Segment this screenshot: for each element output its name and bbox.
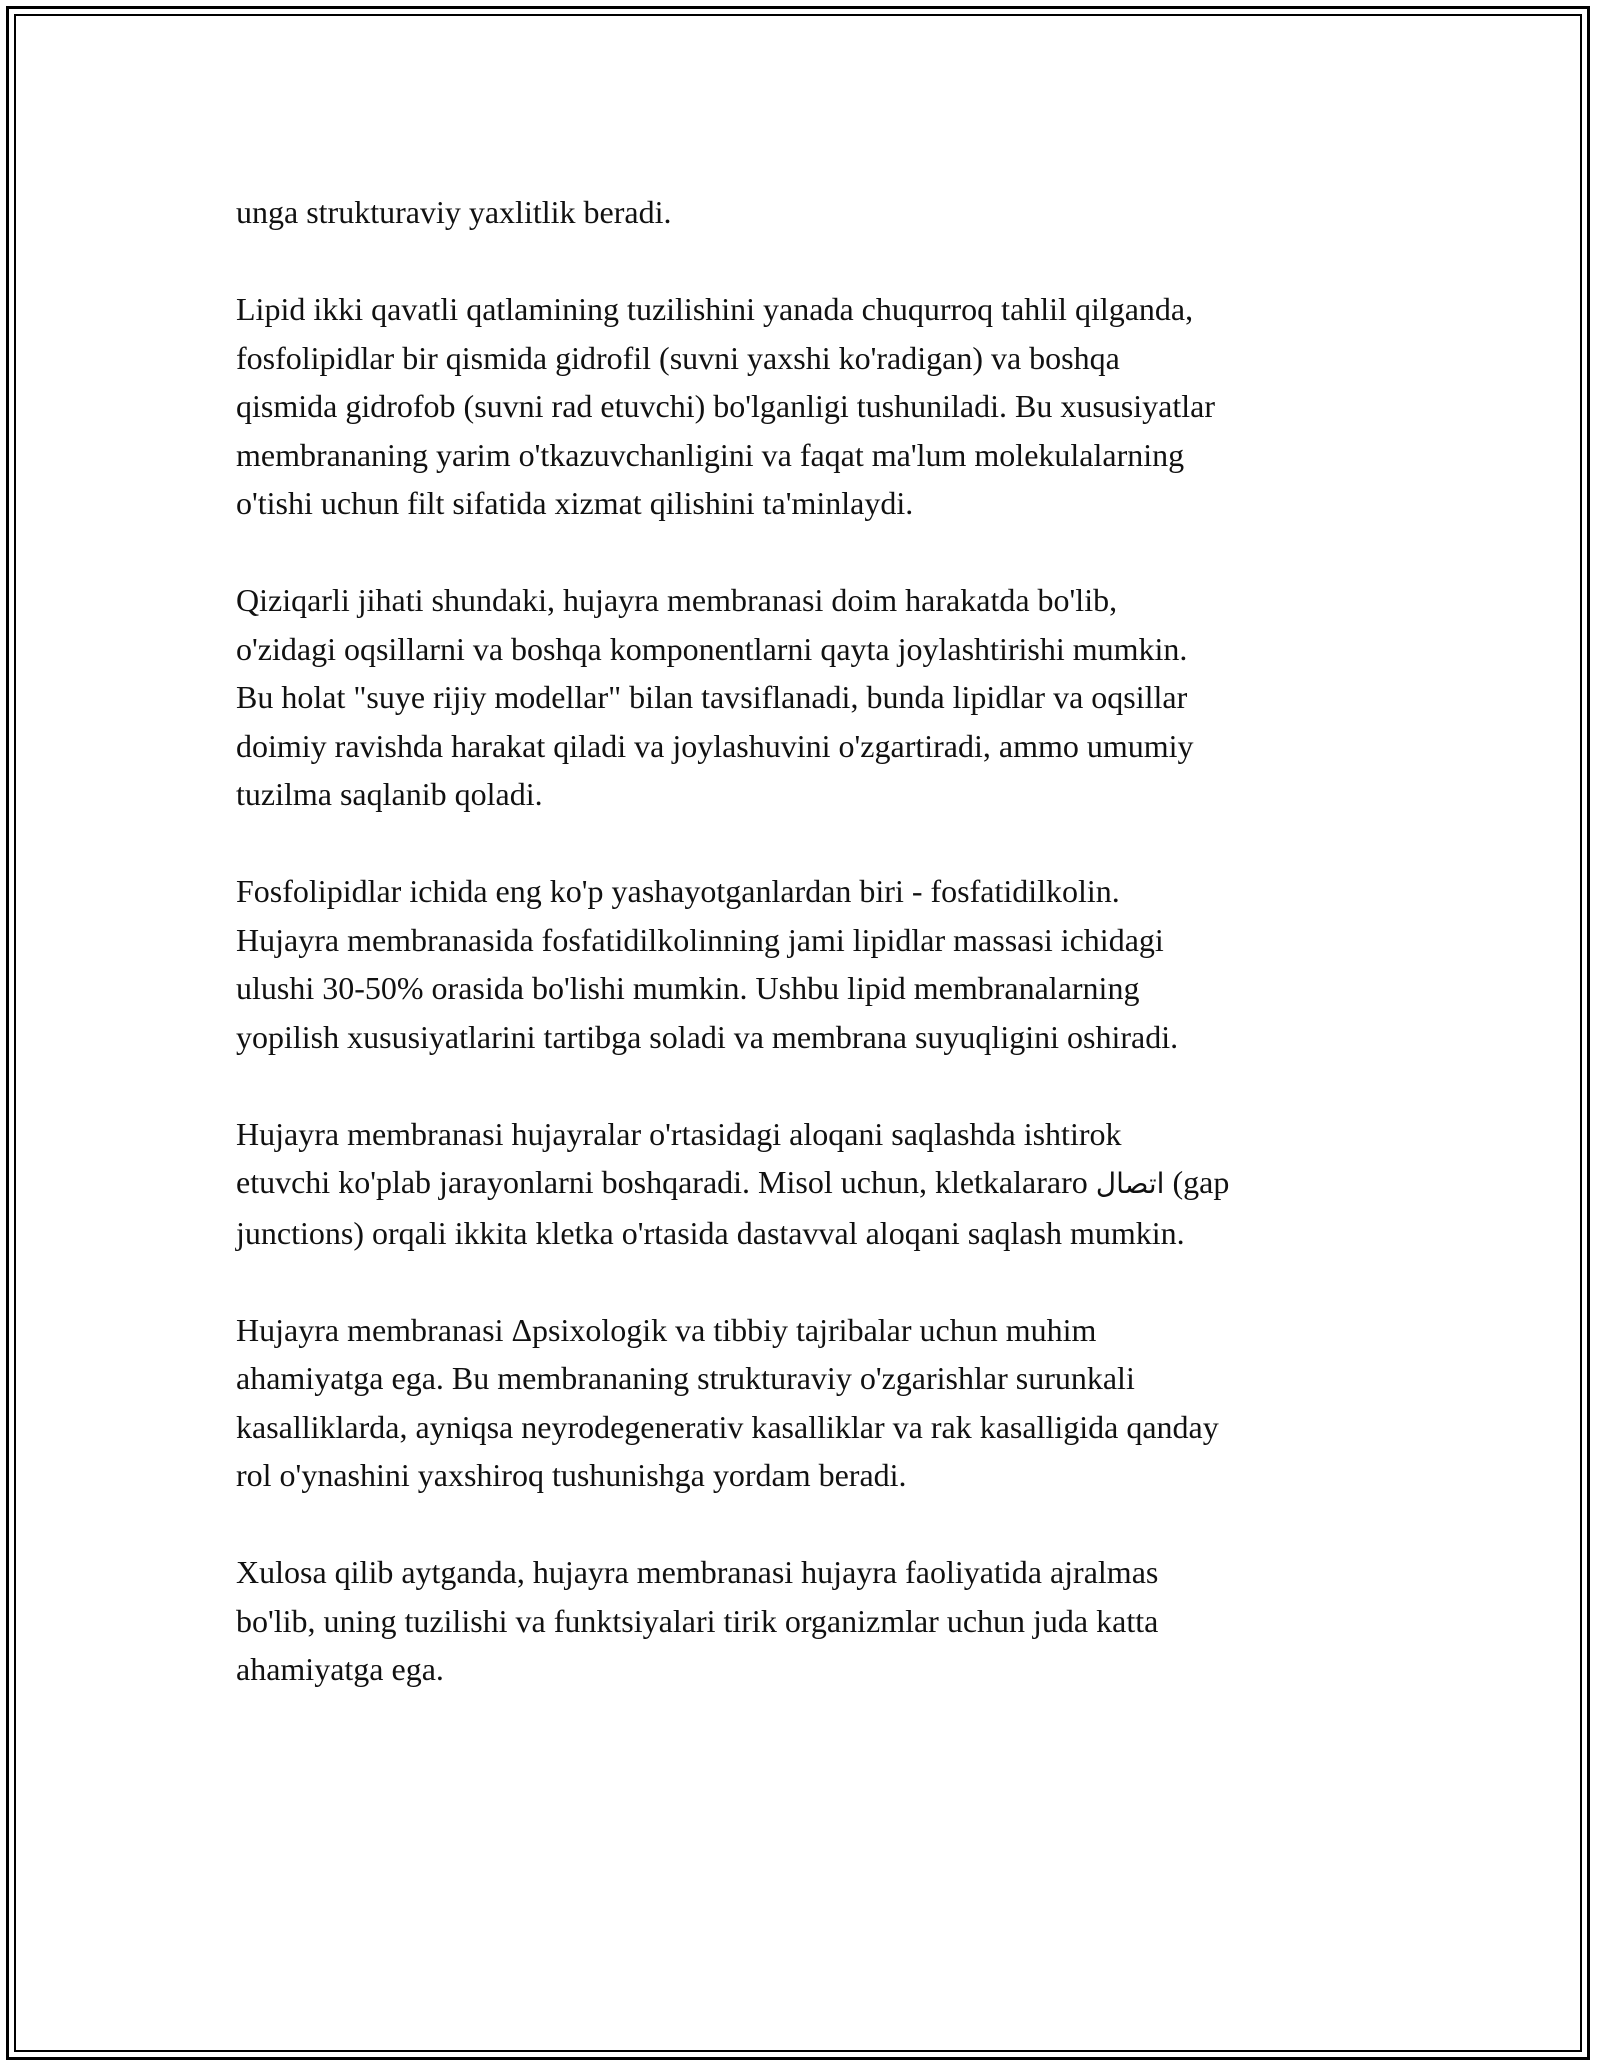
text-line: fosfolipidlar bir qismida gidrofil (suvni yaxshi ko'radigan) va boshqa bbox=[236, 339, 1120, 376]
paragraph-7 bbox=[236, 1548, 1386, 1694]
paragraph-4 bbox=[236, 867, 1386, 1061]
text-line: doimiy ravishda harakat qiladi va joylashuvini o'zgartiradi, ammo umumiy bbox=[236, 727, 1194, 764]
text-line: rol o'ynashini yaxshiroq tushunishga yordam beradi. bbox=[236, 1457, 907, 1493]
paragraph-2 bbox=[236, 285, 1386, 528]
text-line: kasalliklarda, ayniqsa neyrodegenerativ kasalliklar va rak kasalligida qanday bbox=[236, 1408, 1219, 1445]
text-line: o'zidagi oqsillarni va boshqa komponentlarni qayta joylashtirishi mumkin. bbox=[236, 630, 1188, 667]
text-line: junctions) orqali ikkita kletka o'rtasida dastavval aloqani saqlash mumkin. bbox=[236, 1214, 1185, 1251]
text-line: unga strukturaviy yaxlitlik beradi. bbox=[236, 194, 672, 230]
text-line: Lipid ikki qavatli qatlamining tuzilishini yanada chuqurroq tahlil qilganda, bbox=[236, 291, 1194, 327]
text-line: qismida gidrofob (suvni rad etuvchi) bo'lganligi tushuniladi. Bu xususiyatlar bbox=[236, 388, 1215, 424]
text-line: Hujayra membranasida fosfatidilkolinning jami lipidlar massasi ichidagi bbox=[236, 921, 1164, 958]
paragraph-6 bbox=[236, 1306, 1386, 1500]
paragraph-5 bbox=[236, 1110, 1386, 1258]
text-line: o'tishi uchun filt sifatida xizmat qilishini ta'minlaydi. bbox=[236, 485, 914, 521]
text-line: yopilish xususiyatlarini tartibga soladi va membrana suyuqligini oshiradi. bbox=[236, 1018, 1179, 1055]
text-segment: (gap bbox=[1164, 1164, 1230, 1200]
text-line: bo'lib, uning tuzilishi va funktsiyalari tirik organizmlar uchun juda katta bbox=[236, 1602, 1159, 1639]
text-line: Qiziqarli jihati shundaki, hujayra membranasi doim harakatda bo'lib, bbox=[236, 582, 1118, 618]
text-line: membrananing yarim o'tkazuvchanligini va faqat ma'lum molekulalarning bbox=[236, 436, 1185, 473]
mixed-line bbox=[236, 1164, 1229, 1200]
text-line: ahamiyatga ega. Bu membrananing strukturaviy o'zgarishlar surunkali bbox=[236, 1360, 1135, 1396]
text-line: Hujayra membranasi Δpsixologik va tibbiy tajribalar uchun muhim bbox=[236, 1311, 1097, 1348]
text-line: Bu holat "suye rijiy modellar" bilan tavsiflanadi, bunda lipidlar va oqsillar bbox=[236, 679, 1188, 715]
paragraph-1 bbox=[236, 188, 1386, 237]
text-line: ahamiyatga ega. bbox=[236, 1651, 444, 1687]
arabic-term: اتصال bbox=[1095, 1167, 1165, 1200]
document-body bbox=[236, 188, 1386, 1742]
text-line: ulushi 30-50% orasida bo'lishi mumkin. Ushbu lipid membranalarning bbox=[236, 970, 1140, 1006]
text-line: Fosfolipidlar ichida eng ko'p yashayotganlardan biri - fosfatidilkolin. bbox=[236, 873, 1120, 909]
text-segment: etuvchi ko'plab jarayonlarni boshqaradi. Misol uchun, kletkalararo bbox=[236, 1164, 1096, 1200]
paragraph-3 bbox=[236, 576, 1386, 819]
text-line: Hujayra membranasi hujayralar o'rtasidagi aloqani saqlashda ishtirok bbox=[236, 1115, 1122, 1152]
text-line: Xulosa qilib aytganda, hujayra membranasi hujayra faoliyatida ajralmas bbox=[236, 1554, 1159, 1590]
text-line: tuzilma saqlanib qoladi. bbox=[236, 776, 543, 812]
